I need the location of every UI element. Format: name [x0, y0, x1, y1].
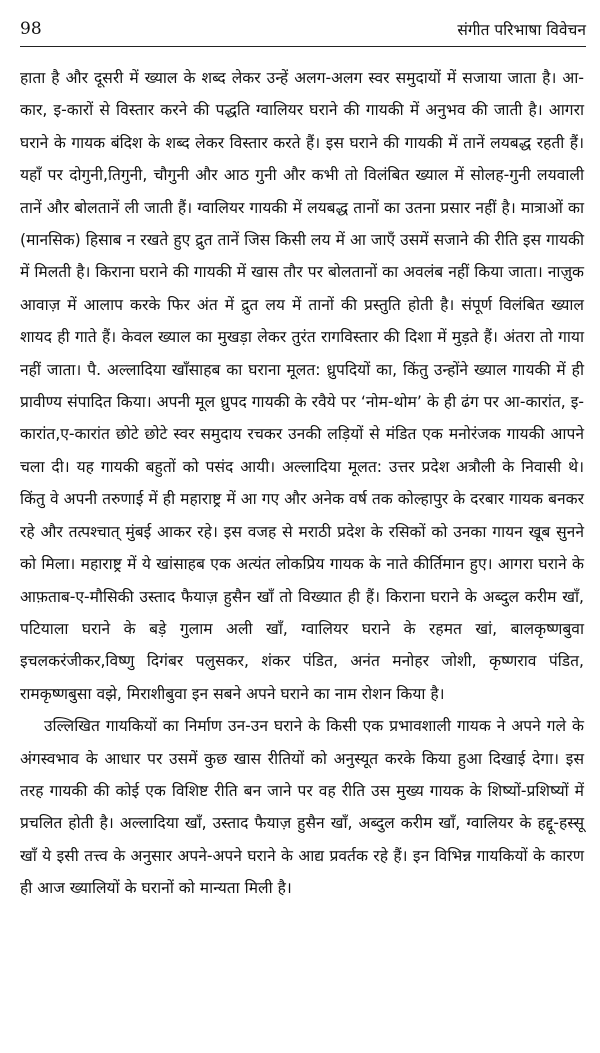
- running-head: संगीत परिभाषा विवेचन: [457, 21, 586, 39]
- page-number: 98: [20, 19, 42, 39]
- page-header: [20, 12, 586, 47]
- page-body: [20, 62, 584, 1045]
- paragraph-2: उल्लिखित गायकियों का निर्माण उन-उन घराने के किसी एक प्रभावशाली गायक ने अपने गले के अंगस्वभाव के आधार पर उसमें कुछ खास रीतियों को अनुस्यूत करके किया हुआ दिखाई देगा। इस तरह गायकी की कोई एक विशिष्ट रीति बन जाने पर वह रीति उस मुख्य गायक के शिष्यों-प्रशिष्यों में प्रचलित होती है। अल्लादिया खाँ, उस्ताद फैयाज़ हुसैन खाँ, अब्दुल करीम खाँ, ग्वालियर के हद्दू-हस्सू खाँ ये इसी तत्त्व के अनुसार अपने-अपने घराने के आद्य प्रवर्तक रहे हैं। इन विभिन्न गायकियों के कारण ही आज ख्यालियों के घरानों को मान्यता मिली है।: [20, 717, 584, 898]
- paragraph-1: हाता है और दूसरी में ख्याल के शब्द लेकर उन्हें अलग-अलग स्वर समुदायों में सजाया जाता है। आ-कार, इ-कारों से विस्तार करने की पद्धति ग्वालियर घराने की गायकी में अनुभव की जाती है। आगरा घराने के गायक बंदिश के शब्द लेकर विस्तार करते हैं। इस घराने की गायकी में तानें लयबद्ध रहती हैं। यहाँ पर दोगुनी,तिगुनी, चौगुनी और आठ गुनी और कभी तो विलंबित ख्याल में सोलह-गुनी लयवाली तानें और बोलतानें ली जाती हैं। ग्वालियर गायकी में लयबद्ध तानों का उतना प्रसार नहीं है। मात्राओं का (मानसिक) हिसाब न रखते हुए द्रुत तानें जिस किसी लय में आ जाएँ उसमें सजाने की रीति इस गायकी में मिलती है। किराना घराने की गायकी में खास तौर पर बोलतानों का अवलंब नहीं किया जाता। नाज़ुक आवाज़ में आलाप करके फिर अंत में द्रुत लय में तानों की प्रस्तुति होती है। संपूर्ण विलंबित ख्याल शायद ही गाते हैं। केवल ख्याल का मुखड़ा लेकर तुरंत रागविस्तार की दिशा में मुड़ते हैं। अंतरा तो गाया नहीं जाता। पै. अल्लादिया खाँसाहब का घराना मूलत: ध्रुपदियों का, किंतु उन्होंने ख्याल गायकी में ही प्रावीण्य संपादित किया। अपनी मूल ध्रुपद गायकी के रवैये पर ‘नोम-थोम’ के ही ढंग पर आ-कारांत, इ-कारांत,ए-कारांत छोटे छोटे स्वर समुदाय रचकर उनकी लड़ियों से मंडित एक मनोरंजक गायकी आपने चला दी। यह गायकी बहुतों को पसंद आयी। अल्लादिया मूलत: उत्तर प्रदेश अत्रौली के निवासी थे। किंतु वे अपनी तरुणाई में ही महाराष्ट्र में आ गए और अनेक वर्ष तक कोल्हापुर के दरबार गायक बनकर रहे और तत्पश्चात् मुंबई आकर रहे। इस वजह से मराठी प्रदेश के रसिकों को उनका गायन खूब सुनने को मिला। महाराष्ट्र में ये खांसाहब एक अत्यंत लोकप्रिय गायक के नाते कीर्तिमान हुए। आगरा घराने के आफ़ताब-ए-मौसिकी उस्ताद फैयाज़ हुसैन खाँ तो विख्यात ही हैं। किराना घराने के अब्दुल करीम खाँ, पटियाला घराने के बड़े गुलाम अली खाँ, ग्वालियर घराने के रहमत खां, बालकृष्णबुवा इचलकरंजीकर,विष्णु दिगंबर पलुसकर, शंकर पंडित, अनंत मनोहर जोशी, कृष्णराव पंडित, रामकृष्णबुसा वझे, मिराशीबुवा इन सबने अपने घराने का नाम रोशन किया है।: [20, 69, 584, 703]
